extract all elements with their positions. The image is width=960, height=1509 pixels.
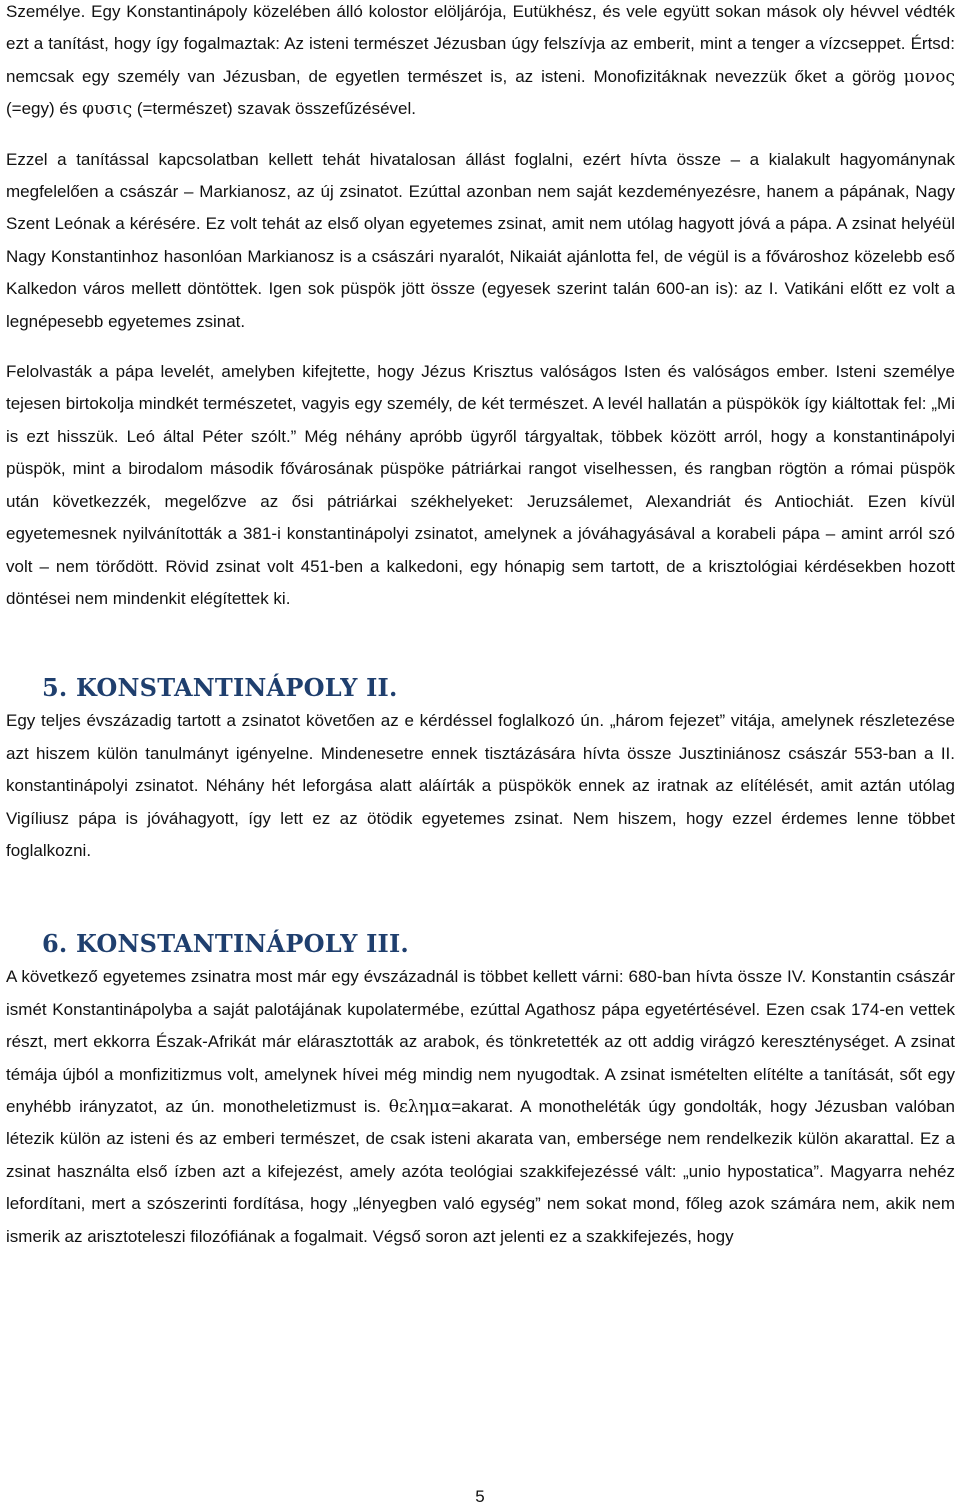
section-heading-konstantinapoly-ii: 5. KONSTANTINÁPOLY II. xyxy=(42,673,398,703)
paragraph-monotheletizmus xyxy=(6,961,955,1253)
text-segment: A következő egyetemes zsinatra most már egy évszázadnál is többet kellett várni: 680-ban hívta össze IV. Konstantin császár ismét Konstantinápolyba a saját palotájának kupolatermébe, ezúttal Agathosz pápa egyetértésével. Ezen csak 174-en vettek részt, mert ekkorra Észak-Afrikát már elárasztották az arabok, és tönkretették az ott addig virágzó kereszténységet. A zsinat témája újból a monfizitizmus volt, amelynek hívei még mindig nem nyugodtak. A zsinat ismételten elítélte a tanítását, sőt egy enyhébb irányzatot, az ún. monotheletizmust is. xyxy=(6,967,955,1116)
paragraph-monofizitak xyxy=(6,0,955,126)
text-segment: Egy teljes évszázadig tartott a zsinatot követően az e kérdéssel foglalkozó ún. „három fejezet” vitája, amelynek részletezése azt hiszem külön tanulmányt igényelne. Mindenesetre ennek tisztázására hívta össze Jusztiniánosz császár 553-ban a II. konstantinápolyi zsinatot. Néhány hét leforgása alatt aláírták a püspökök ennek az iratnak az elítélését, amit aztán utólag Vigíliusz pápa is jóváhagyott, így lett ez az ötödik egyetemes zsinat. Nem hiszem, hogy ezzel érdemes lenne többet foglalkozni. xyxy=(6,711,955,860)
text-segment: (=természet) szavak összefűzésével. xyxy=(132,99,417,119)
text-segment: Ezzel a tanítással kapcsolatban kellett tehát hivatalosan állást foglalni, ezért hívta össze – a kialakult hagyománynak megfelelően a császár – Markianosz, az új zsinatot. Ezúttal azonban nem saját kezdeményezésre, hanem a pápának, Nagy Szent Leónak a kérésére. Ez volt tehát az első olyan egyetemes zsinat, amit nem utólag hagyott jóvá a pápa. A zsinat helyéül Nagy Konstantinhoz hasonlóan Markianosz is a császári nyaralót, Nikaiát ajánlotta fel, de végül is a fővároshoz közelebb eső Kalkedon város mellett döntöttek. Igen sok püspök jött össze (egyesek szerint talán 600-an is): az I. Vatikáni előtt ez volt a legnépesebb egyetemes zsinat. xyxy=(6,149,955,331)
paragraph-kalkedon-zsinat xyxy=(6,144,955,338)
page-number: 5 xyxy=(475,1487,485,1506)
greek-word: φυσις xyxy=(82,99,133,120)
text-segment: Személye. Egy Konstantinápoly közelében álló kolostor elöljárója, Eutükhész, és vele együtt sokan mások oly hévvel védték ezt a tanítást, hogy így fogalmaztak: Az isteni természet Jézusban úgy felszívja az emberit, mint a tenger a vízcseppet. Értsd: nemcsak egy személy van Jézusban, de egyetlen természet is, az isteni. Monofizitáknak nevezzük őket a görög xyxy=(6,2,955,86)
greek-word: θελημα xyxy=(388,1096,452,1117)
text-segment: =akarat. A monotheléták úgy gondolták, hogy Jézusban valóban létezik külön az isteni és az emberi természet, de csak isteni akarata van, embersége nem rendelkezik külön akarattal. Ez a zsinat használta első ízben azt a kifejezést, amely azóta teológiai szakkifejezéssé vált: „unio hypostatica”. Magyarra nehéz lefordítani, mert a szószerinti fordítása, hogy „lényegben való egység” nem sokat mond, főleg azok számára nem, akik nem ismerik az arisztoteleszi filozófiának a fogalmait. Végső soron azt jelenti ez a szakkifejezés, hogy xyxy=(6,1096,955,1246)
text-segment: (=egy) és xyxy=(6,99,83,119)
text-segment: Felolvasták a pápa levelét, amelyben kifejtette, hogy Jézus Krisztus valóságos Isten és valóságos ember. Isteni személye tejesen birtokolja mindkét természetet, vagyis egy személy, de két természet. A levél hallatán a püspökök így kiáltottak fel: „Mi is ezt hisszük. Leó által Péter szólt.” Még néhány apróbb ügyről tárgyaltak, többek között arról, hogy a konstantinápolyi püspök, mint a birodalom második fővárosának püspöke pátriárkai rangot viselhessen, és rangban rögtön a római püspök után következzék, megelőzve az ősi pátriárkai székhelyeket: Jeruzsálemet, Alexandriát és Antiochiát. Ezen kívül egyetemesnek nyilvánították a 381-i konstantinápolyi zsinatot, amelynek a jóváhagyásával a korabeli pápa – amint arról szó volt – nem törődött. Rövid zsinat volt 451-ben a kalkedoni, egy hónapig sem tartott, de a krisztológiai kérdésekben hozott döntései nem mindenkit elégítettek ki. xyxy=(6,362,955,608)
greek-word: μονος xyxy=(903,66,955,87)
paragraph-harom-fejezet xyxy=(6,705,955,867)
paragraph-papa-levele xyxy=(6,356,955,615)
document-page xyxy=(6,0,955,1253)
section-heading-konstantinapoly-iii: 6. KONSTANTINÁPOLY III. xyxy=(42,929,409,959)
